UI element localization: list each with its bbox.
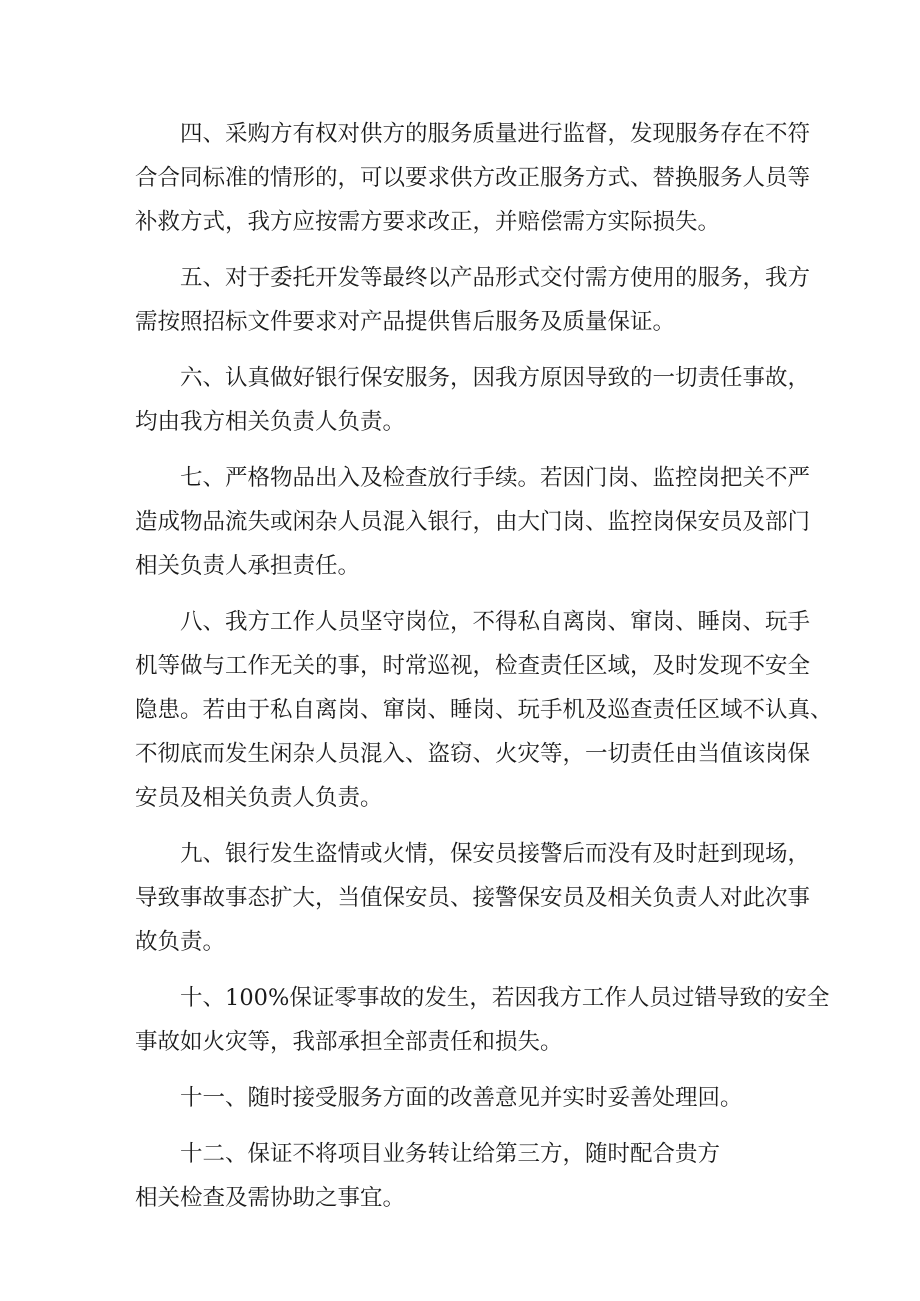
clause-12-line-2: 相关检查及需协助之事宜。: [135, 1185, 406, 1211]
clause-5-line-1: 五、对于委托开发等最终以产品形式交付需方使用的服务，我方: [180, 265, 811, 291]
clause-6: [135, 356, 811, 444]
clause-8: [135, 600, 833, 820]
clause-6-line-2: 均由我方相关负责人负责。: [135, 409, 406, 435]
clause-8-line-5: 安员及相关负责人负责。: [135, 785, 383, 811]
clause-11: [135, 1076, 795, 1120]
clause-5: [135, 256, 811, 344]
clause-10: [135, 976, 830, 1064]
clause-9-line-3: 故负责。: [135, 929, 226, 955]
clause-5-line-2: 需按照招标文件要求对产品提供售后服务及质量保证。: [135, 309, 676, 335]
clause-12-line-1: 十二、保证不将项目业务转让给第三方，随时配合贵方: [180, 1141, 721, 1167]
clause-9: [135, 832, 811, 964]
clause-4-line-3: 补救方式，我方应按需方要求改正，并赔偿需方实际损失。: [135, 209, 721, 235]
clause-4-line-2: 合合同标准的情形的，可以要求供方改正服务方式、替换服务人员等: [135, 165, 811, 191]
clause-7-line-1: 七、严格物品出入及检查放行手续。若因门岗、监控岗把关不严: [180, 465, 811, 491]
clause-8-line-3: 隐患。若由于私自离岗、窜岗、睡岗、玩手机及巡查责任区域不认真、: [135, 697, 833, 723]
clause-12: [135, 1132, 795, 1220]
clause-7: [135, 456, 811, 588]
clause-7-line-3: 相关负责人承担责任。: [135, 553, 361, 579]
clause-7-line-2: 造成物品流失或闲杂人员混入银行，由大门岗、监控岗保安员及部门: [135, 509, 811, 535]
clause-9-line-1: 九、银行发生盗情或火情，保安员接警后而没有及时赶到现场，: [180, 841, 811, 867]
clause-8-line-2: 机等做与工作无关的事，时常巡视，检查责任区域，及时发现不安全: [135, 653, 811, 679]
clause-6-line-1: 六、认真做好银行保安服务，因我方原因导致的一切责任事故，: [180, 365, 811, 391]
clause-11-line-1: 十一、随时接受服务方面的改善意见并实时妥善处理回。: [180, 1085, 743, 1111]
document-body: [135, 112, 833, 1232]
clause-9-line-2: 导致事故事态扩大，当值保安员、接警保安员及相关负责人对此次事: [135, 885, 811, 911]
clause-8-line-4: 不彻底而发生闲杂人员混入、盗窃、火灾等，一切责任由当值该岗保: [135, 741, 811, 767]
clause-4: [135, 112, 811, 244]
clause-10-line-2: 事故如火灾等，我部承担全部责任和损失。: [135, 1029, 563, 1055]
clause-8-line-1: 八、我方工作人员坚守岗位，不得私自离岗、窜岗、睡岗、玩手: [180, 609, 811, 635]
clause-10-line-1: 十、100%保证零事故的发生，若因我方工作人员过错导致的安全: [180, 985, 830, 1011]
clause-4-line-1: 四、采购方有权对供方的服务质量进行监督，发现服务存在不符: [180, 121, 811, 147]
